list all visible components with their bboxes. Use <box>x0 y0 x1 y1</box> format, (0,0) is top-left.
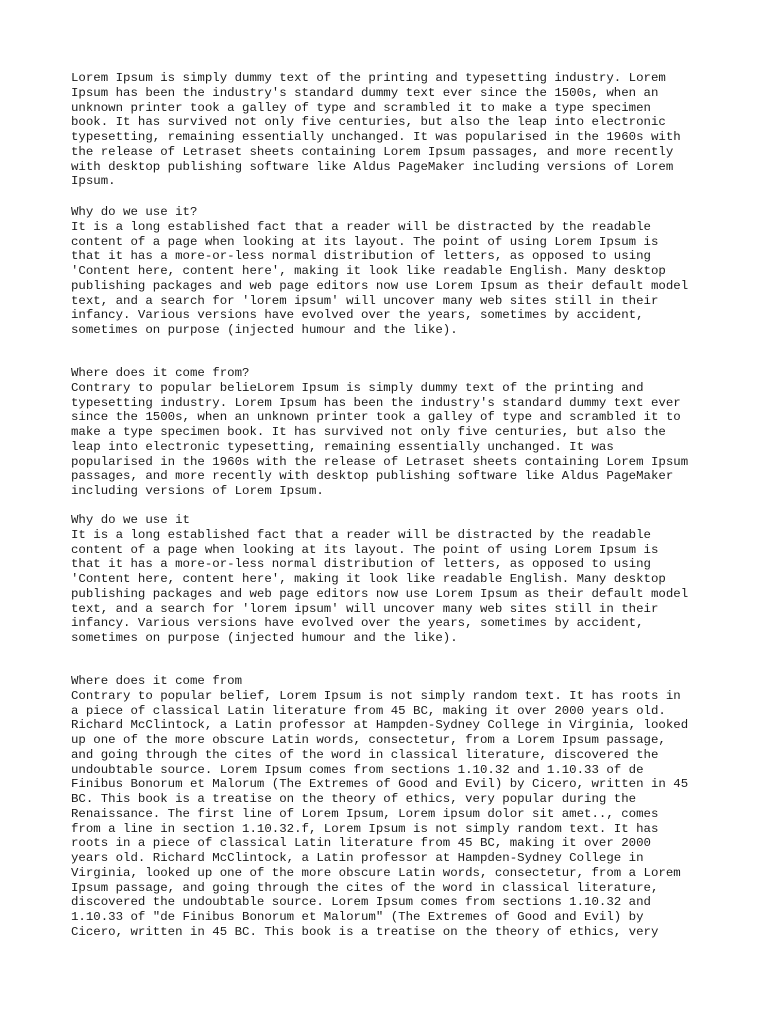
intro-paragraph: Lorem Ipsum is simply dummy text of the printing and typesetting industry. Lorem Ipsum has been the industry's standard dummy text ever since the 1500s, when an unknown printer took a galley of type and scrambled it to make a type specimen book. It has survived not only five centuries, but also the leap into electronic typesetting, remaining essentially unchanged. It was popularised in the 1960s with the release of Letraset sheets containing Lorem Ipsum passages, and more recently with desktop publishing software like Aldus PageMaker including versions of Lorem Ipsum. <box>71 71 681 189</box>
where-from-section: Where does it come from? Contrary to popular belieLorem Ipsum is simply dummy text of the printing and typesetting industry. Lorem Ipsum has been the industry's standard dummy text ever since the 1500s, when an unknown printer took a galley of type and scrambled it to make a type specimen book. It has survived not only five centuries, but also the leap into electronic typesetting, remaining essentially unchanged. It was popularised in the 1960s with the release of Letraset sheets containing Lorem Ipsum passages, and more recently with desktop publishing software like Aldus PageMaker including versions of Lorem Ipsum. <box>71 366 689 498</box>
why-use-it-section-repeat: Why do we use it It is a long established fact that a reader will be distracted by the readable content of a page when looking at its layout. The point of using Lorem Ipsum is that it has a more-or-less normal distribution of letters, as opposed to using 'Content here, content here', making it look like readable English. Many desktop publishing packages and web page editors now use Lorem Ipsum as their default model text, and a search for 'lorem ipsum' will uncover many web sites still in their infancy. Various versions have evolved over the years, sometimes by accident, sometimes on purpose (injected humour and the like). <box>71 513 689 645</box>
why-use-it-section: Why do we use it? It is a long established fact that a reader will be distracted by the readable content of a page when looking at its layout. The point of using Lorem Ipsum is that it has a more-or-less normal distribution of letters, as opposed to using 'Content here, content here', making it look like readable English. Many desktop publishing packages and web page editors now use Lorem Ipsum as their default model text, and a search for 'lorem ipsum' will uncover many web sites still in their infancy. Various versions have evolved over the years, sometimes by accident, sometimes on purpose (injected humour and the like). <box>71 205 689 337</box>
where-from-section-repeat: Where does it come from Contrary to popular belief, Lorem Ipsum is not simply random text. It has roots in a piece of classical Latin literature from 45 BC, making it over 2000 years old. Richard McClintock, a Latin professor at Hampden-Sydney College in Virginia, looked up one of the more obscure Latin words, consectetur, from a Lorem Ipsum passage, and going through the cites of the word in classical literature, discovered the undoubtable source. Lorem Ipsum comes from sections 1.10.32 and 1.10.33 of de Finibus Bonorum et Malorum (The Extremes of Good and Evil) by Cicero, written in 45 BC. This book is a treatise on the theory of ethics, very popular during the Renaissance. The first line of Lorem Ipsum, Lorem ipsum dolor sit amet.., comes from a line in section 1.10.32.f, Lorem Ipsum is not simply random text. It has roots in a piece of classical Latin literature from 45 BC, making it over 2000 years old. Richard McClintock, a Latin professor at Hampden-Sydney College in Virginia, looked up one of the more obscure Latin words, consectetur, from a Lorem Ipsum passage, and going through the cites of the word in classical literature, discovered the undoubtable source. Lorem Ipsum comes from sections 1.10.32 and 1.10.33 of "de Finibus Bonorum et Malorum" (The Extremes of Good and Evil) by Cicero, written in 45 BC. This book is a treatise on the theory of ethics, very <box>71 674 689 939</box>
